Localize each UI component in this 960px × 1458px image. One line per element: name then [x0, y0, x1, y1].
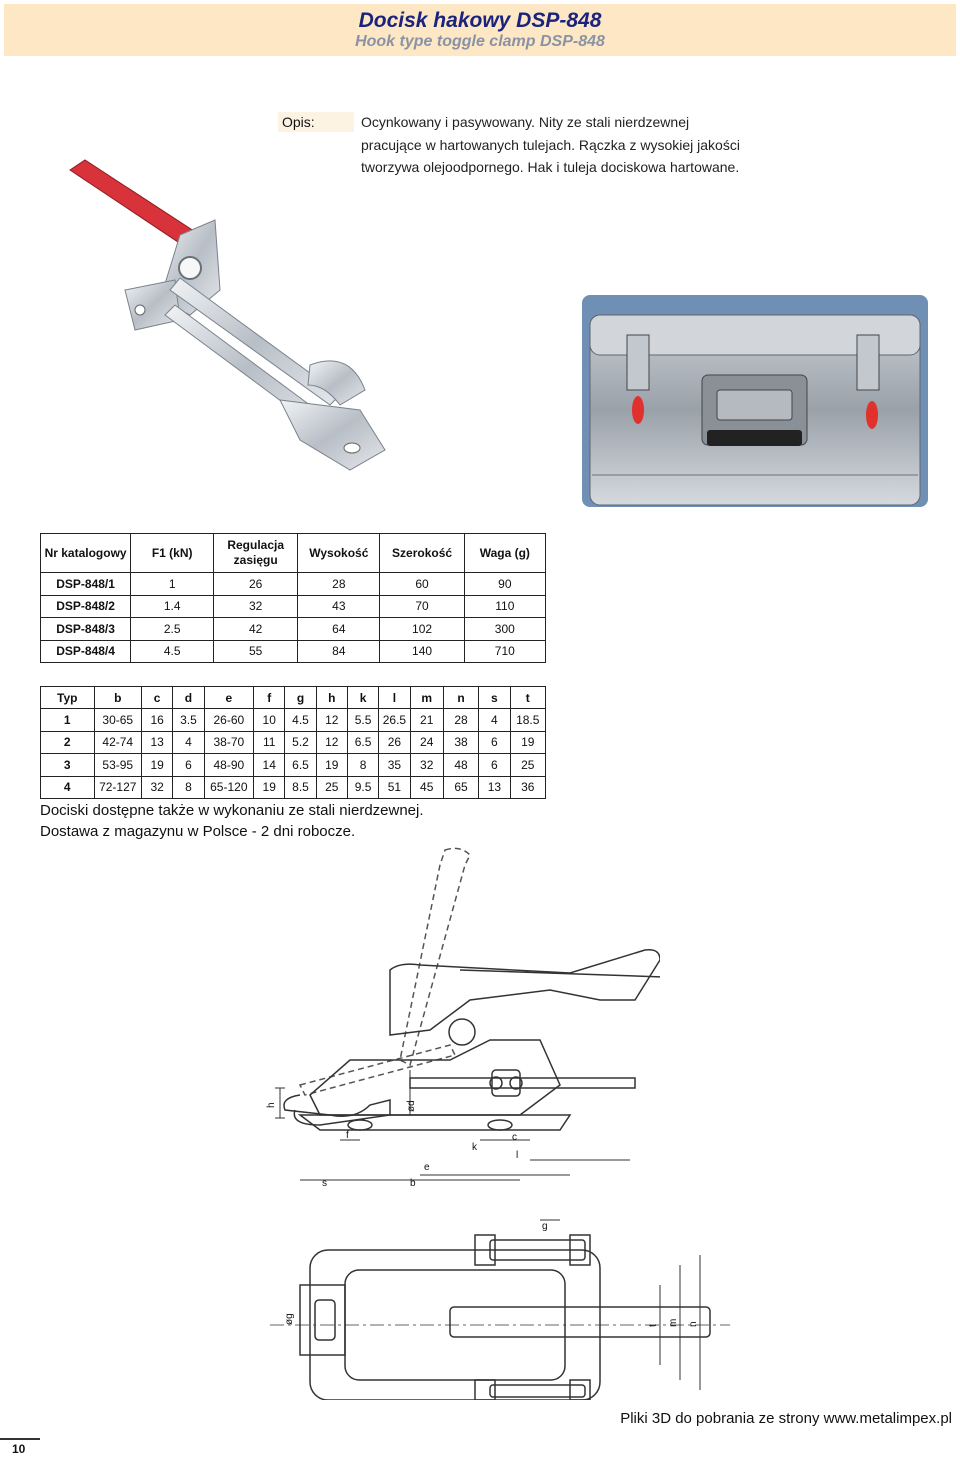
table-cell: 1	[41, 709, 95, 732]
table-cell: 140	[380, 640, 464, 663]
table-cell: 55	[214, 640, 298, 663]
table-cell: 6	[479, 731, 510, 754]
column-header: Nr katalogowy	[41, 534, 131, 573]
table-cell: 25	[510, 754, 545, 777]
table-cell: 70	[380, 595, 464, 618]
table-cell: DSP-848/3	[41, 618, 131, 641]
table-cell: 84	[298, 640, 380, 663]
table-cell: 48-90	[204, 754, 253, 777]
table-cell: 43	[298, 595, 380, 618]
table-header-row	[41, 687, 546, 709]
table-cell: 45	[410, 776, 443, 799]
table-header-row	[41, 534, 546, 573]
table-cell: 6	[173, 754, 204, 777]
column-header: n	[443, 687, 478, 709]
table-row	[41, 709, 546, 732]
dim-label-b: b	[410, 1178, 416, 1189]
column-header: k	[347, 687, 378, 709]
table-cell: 65	[443, 776, 478, 799]
table-cell: 72-127	[94, 776, 141, 799]
table-cell: 19	[316, 754, 347, 777]
column-header: l	[379, 687, 410, 709]
column-header: Regulacja zasięgu	[214, 534, 298, 573]
table-cell: 16	[141, 709, 172, 732]
note-line: Dostawa z magazynu w Polsce - 2 dni robocze.	[40, 823, 356, 840]
dim-label-d: ød	[406, 1100, 417, 1112]
table-cell: 8	[173, 776, 204, 799]
page-header	[4, 4, 956, 56]
footer-download-link[interactable]: Pliki 3D do pobrania ze strony www.metalimpex.pl	[620, 1410, 952, 1427]
dim-label-c: c	[512, 1132, 517, 1143]
table-row	[41, 618, 546, 641]
table-cell: 26-60	[204, 709, 253, 732]
table-cell: 110	[464, 595, 545, 618]
table-cell: 48	[443, 754, 478, 777]
table-cell: 13	[141, 731, 172, 754]
table-cell: 19	[510, 731, 545, 754]
column-header: g	[285, 687, 316, 709]
table-cell: 32	[214, 595, 298, 618]
table-cell: 35	[379, 754, 410, 777]
table-cell: DSP-848/4	[41, 640, 131, 663]
table-cell: 12	[316, 709, 347, 732]
table-cell: 28	[443, 709, 478, 732]
dim-label-g: g	[542, 1221, 548, 1232]
catalog-table	[40, 533, 546, 663]
column-header: Szerokość	[380, 534, 464, 573]
table-cell: 3.5	[173, 709, 204, 732]
side-view-drawing	[260, 840, 660, 1195]
dimensions-table	[40, 686, 546, 799]
page-subtitle: Hook type toggle clamp DSP-848	[355, 33, 605, 50]
column-header: e	[204, 687, 253, 709]
column-header: b	[94, 687, 141, 709]
table-cell: 60	[380, 573, 464, 596]
table-cell: 65-120	[204, 776, 253, 799]
column-header: F1 (kN)	[131, 534, 214, 573]
dim-label-e: e	[424, 1162, 430, 1173]
table-row	[41, 754, 546, 777]
dim-label-og: øg	[284, 1313, 295, 1325]
table-cell: 4	[479, 709, 510, 732]
table-cell: 28	[298, 573, 380, 596]
column-header: s	[479, 687, 510, 709]
dim-label-h: h	[266, 1102, 277, 1108]
table-cell: 3	[41, 754, 95, 777]
table-cell: 10	[254, 709, 285, 732]
note-line: Dociski dostępne także w wykonaniu ze stali nierdzewnej.	[40, 802, 424, 819]
table-row	[41, 595, 546, 618]
table-row	[41, 776, 546, 799]
table-cell: 102	[380, 618, 464, 641]
table-cell: 4	[41, 776, 95, 799]
column-header: c	[141, 687, 172, 709]
description-label: Opis:	[278, 112, 354, 132]
table-cell: 32	[410, 754, 443, 777]
table-cell: 53-95	[94, 754, 141, 777]
table-row	[41, 573, 546, 596]
table-cell: 1.4	[131, 595, 214, 618]
table-cell: 90	[464, 573, 545, 596]
table-cell: 26	[379, 731, 410, 754]
table-cell: 2.5	[131, 618, 214, 641]
column-header: m	[410, 687, 443, 709]
table-cell: 38-70	[204, 731, 253, 754]
table-cell: 6.5	[347, 731, 378, 754]
dim-label-n: n	[688, 1321, 699, 1327]
table-cell: 26.5	[379, 709, 410, 732]
top-view-drawing	[270, 1215, 730, 1400]
page-title: Docisk hakowy DSP-848	[358, 9, 602, 32]
table-cell: 32	[141, 776, 172, 799]
table-cell: 2	[41, 731, 95, 754]
table-cell: DSP-848/1	[41, 573, 131, 596]
table-cell: 13	[479, 776, 510, 799]
table-cell: 5.2	[285, 731, 316, 754]
table-cell: 12	[316, 731, 347, 754]
dim-label-k: k	[472, 1142, 477, 1153]
table-cell: 18.5	[510, 709, 545, 732]
table-cell: 36	[510, 776, 545, 799]
table-cell: 30-65	[94, 709, 141, 732]
table-cell: 4.5	[285, 709, 316, 732]
table-cell: 8	[347, 754, 378, 777]
table-cell: 4.5	[131, 640, 214, 663]
column-header: t	[510, 687, 545, 709]
case-photo	[582, 295, 928, 507]
column-header: h	[316, 687, 347, 709]
table-cell: 8.5	[285, 776, 316, 799]
table-row	[41, 640, 546, 663]
table-cell: 19	[254, 776, 285, 799]
table-cell: 9.5	[347, 776, 378, 799]
table-cell: 4	[173, 731, 204, 754]
table-cell: 38	[443, 731, 478, 754]
table-cell: 1	[131, 573, 214, 596]
column-header: Typ	[41, 687, 95, 709]
column-header: d	[173, 687, 204, 709]
table-cell: 25	[316, 776, 347, 799]
column-header: f	[254, 687, 285, 709]
table-cell: 64	[298, 618, 380, 641]
table-cell: 6.5	[285, 754, 316, 777]
dim-label-f: f	[346, 1130, 349, 1141]
page-number: 10	[0, 1438, 40, 1456]
table-cell: 5.5	[347, 709, 378, 732]
description-text: Ocynkowany i pasywowany. Nity ze stali nierdzewnej pracujące w hartowanych tulejach. Rączka z wysokiej jakości tworzywa olejoodpornego. Hak i tuleja dociskowa hartowane.	[361, 114, 740, 175]
table-cell: DSP-848/2	[41, 595, 131, 618]
table-cell: 11	[254, 731, 285, 754]
table-cell: 42	[214, 618, 298, 641]
table-cell: 21	[410, 709, 443, 732]
table-cell: 6	[479, 754, 510, 777]
column-header: Waga (g)	[464, 534, 545, 573]
table-cell: 710	[464, 640, 545, 663]
table-cell: 300	[464, 618, 545, 641]
table-row	[41, 731, 546, 754]
table-cell: 42-74	[94, 731, 141, 754]
table-cell: 51	[379, 776, 410, 799]
dim-label-m: m	[668, 1318, 679, 1327]
clamp-photo	[40, 150, 400, 480]
table-cell: 14	[254, 754, 285, 777]
dim-label-l: l	[516, 1150, 519, 1161]
dim-label-s: s	[322, 1178, 327, 1189]
table-cell: 19	[141, 754, 172, 777]
dim-label-t: t	[648, 1324, 659, 1327]
table-cell: 24	[410, 731, 443, 754]
table-cell: 26	[214, 573, 298, 596]
column-header: Wysokość	[298, 534, 380, 573]
notes	[40, 800, 424, 842]
